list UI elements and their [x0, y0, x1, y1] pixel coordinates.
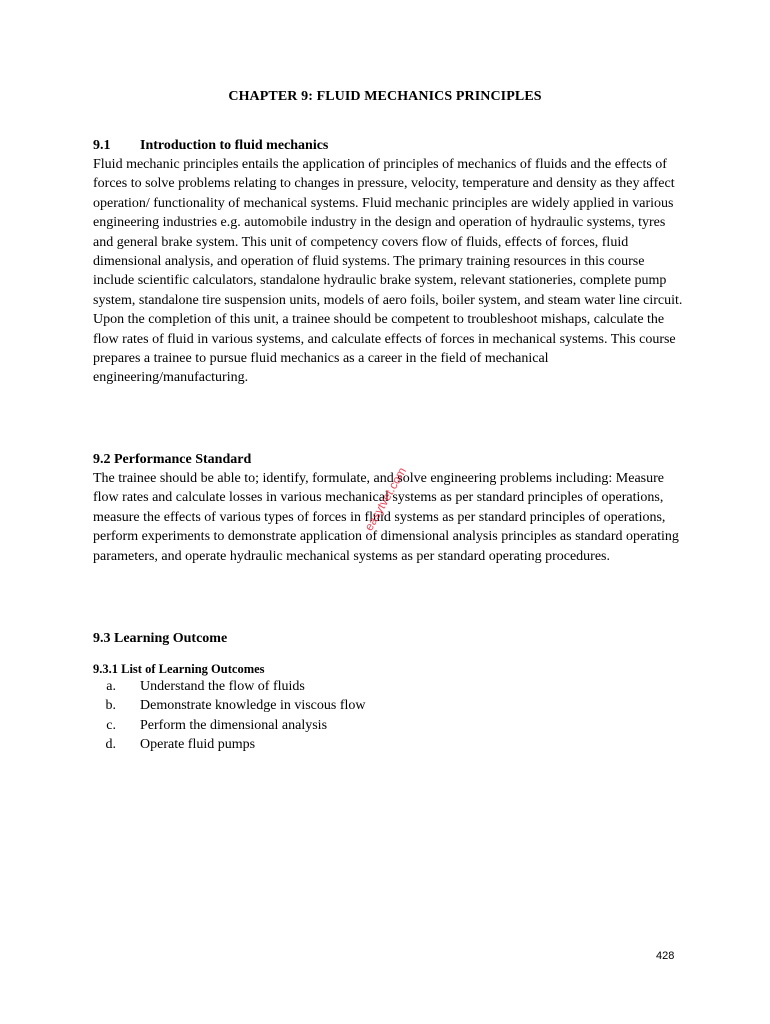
- list-marker: c.: [106, 717, 116, 733]
- section-9-1-number: 9.1: [93, 138, 111, 153]
- list-item-text: Perform the dimensional analysis: [140, 717, 328, 733]
- list-marker: d.: [105, 737, 116, 753]
- learning-outcomes-list: [93, 677, 366, 755]
- list-item-text: Demonstrate knowledge in viscous flow: [140, 698, 366, 714]
- section-9-2-body: The trainee should be able to; identify, formulate, and solve engineering problems including: Measure flow rates and calculate losses in various mechanical systems as per standard principles of operations, measure the effects of various types of forces in fluid systems as per standard principles of operations, perform experiments to demonstrate application of dimensional analysis principles as standard operating parameters, and operate hydraulic mechanical systems as per standard operating procedures.: [93, 471, 679, 564]
- section-9-1-heading: [93, 136, 328, 156]
- section-9-1-body: Fluid mechanic principles entails the application of principles of mechanics of fluids and the effects of forces to solve problems relating to changes in pressure, velocity, temperature and density as they affect operation/ functionality of mechanical systems. Fluid mechanic principles are widely applied in various engineering industries e.g. automobile industry in the design and operation of hydraulic systems, tyres and general brake system. This unit of competency covers flow of fluids, effects of forces, fluid dimensional analysis, and operation of fluid systems. The primary training resources in this course include scientific calculators, standalone hydraulic brake system, relevant stationeries, complete pump system, standalone tire suspension units, models of aero foils, boiler system, and steam water line circuit. Upon the completion of this unit, a trainee should be competent to troubleshoot mishaps, calculate the flow rates of fluid in various systems, and calculate effects of forces in mechanical systems. This course prepares a trainee to pursue fluid mechanics as a career in the field of mechanical engineering/manufacturing.: [93, 157, 683, 386]
- section-9-3-heading: 9.3 Learning Outcome: [93, 631, 228, 646]
- list-item: [93, 696, 366, 715]
- list-marker: b.: [105, 698, 116, 714]
- list-item: [93, 735, 366, 754]
- chapter-title: CHAPTER 9: FLUID MECHANICS PRINCIPLES: [228, 89, 542, 104]
- section-9-3-1-subheading: 9.3.1 List of Learning Outcomes: [93, 662, 265, 676]
- list-item: [93, 677, 366, 696]
- list-item: [93, 716, 366, 735]
- page-number: 428: [656, 950, 675, 962]
- section-9-1-title: Introduction to fluid mechanics: [140, 138, 329, 153]
- list-item-text: Operate fluid pumps: [140, 737, 256, 753]
- watermark: easytvet.com: [361, 464, 410, 534]
- section-9-2-heading: 9.2 Performance Standard: [93, 452, 252, 467]
- list-item-text: Understand the flow of fluids: [140, 679, 305, 694]
- list-marker: a.: [106, 679, 116, 694]
